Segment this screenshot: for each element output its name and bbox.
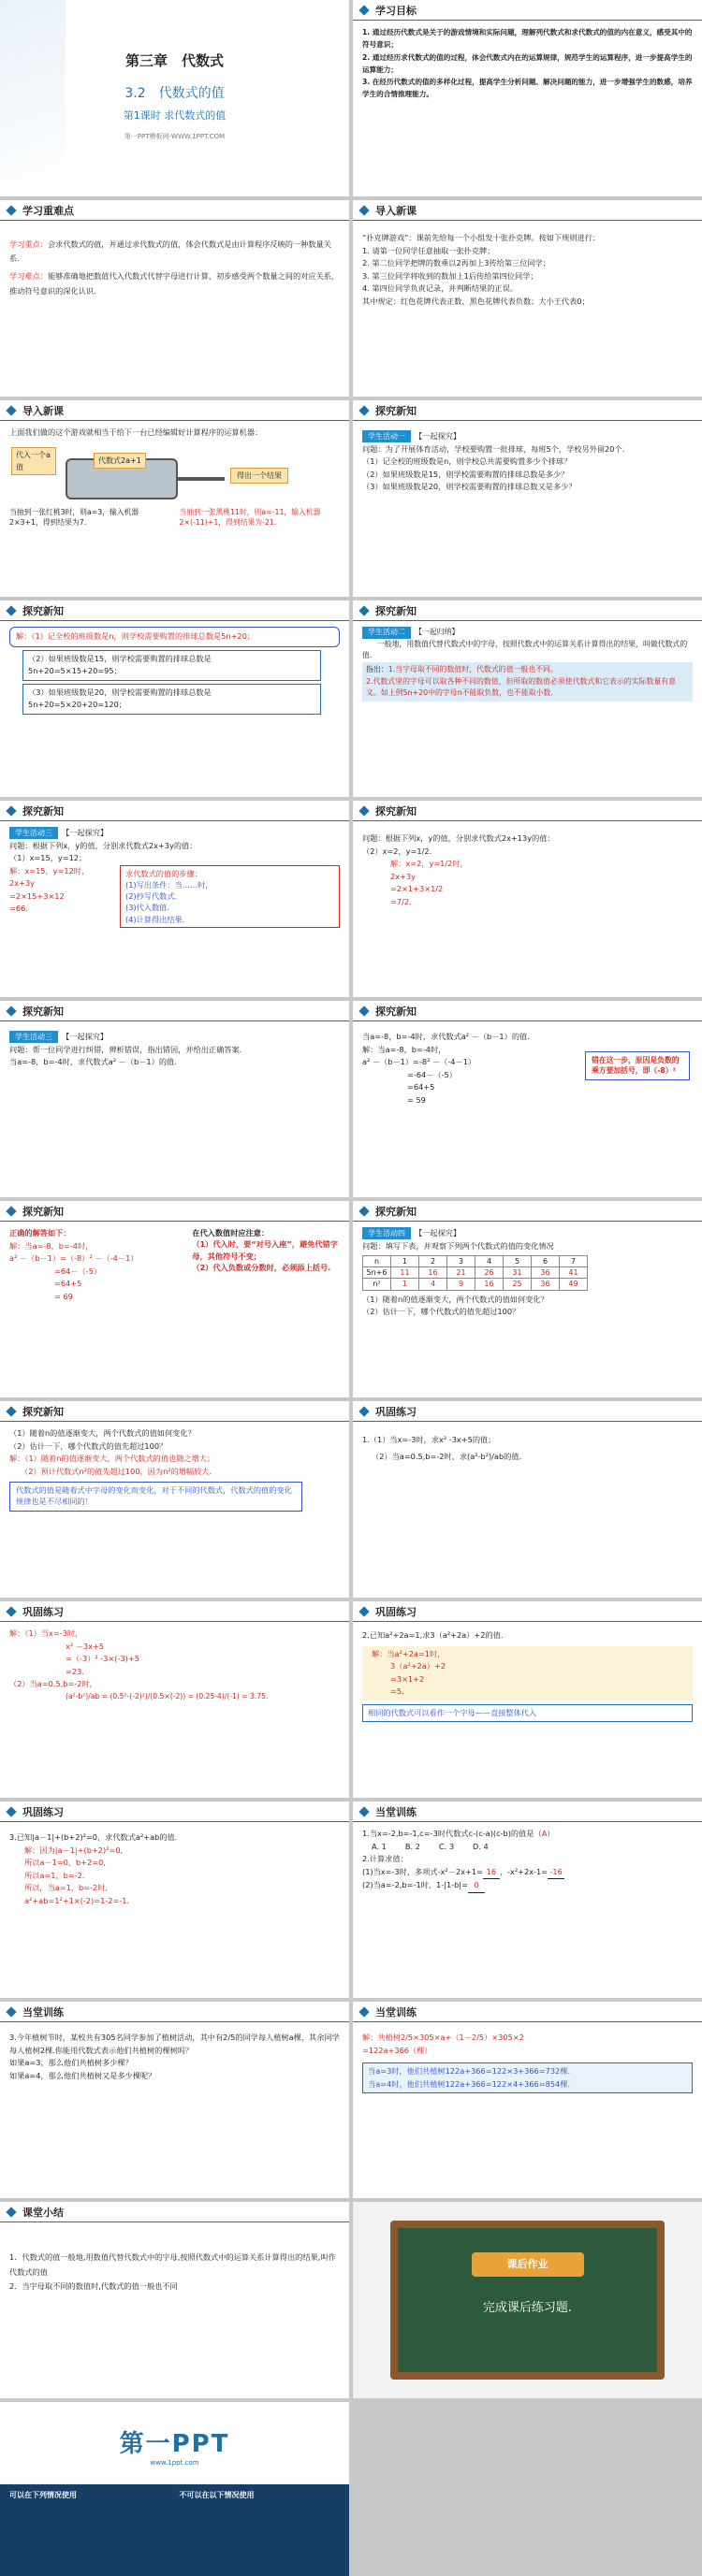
machine-label: 代数式2a+1 xyxy=(94,453,146,469)
table-row: n² 1 4 9 16 25 36 49 xyxy=(363,1279,588,1290)
diamond-icon xyxy=(6,1006,16,1016)
diamond-icon xyxy=(358,1606,369,1616)
slide-header: 当堂训练 xyxy=(0,2002,349,2022)
intro-line: 3. 第三位同学将收到的数加上1后传给第四位同学； xyxy=(362,270,538,281)
ad-footer: 可以在下列情况使用 不可以在以下情况使用 xyxy=(0,2484,349,2576)
slide-practice1: 巩固练习 1.（1）当x=-3时，求x² -3x+5的值； （2）当a=0.5,b=-2时，求(a²-b²)/ab的值. xyxy=(353,1401,702,1598)
slide-example3-wrong: 探究新知 当a=-8，b=-4时，求代数式a² －（b－1）的值. 解：当a=-8，b=-4时， a² －（b－1）=-8² －（-4－1） =-64－（-5） =64+5 = 59 错在这一步，原因是负数的乘方要加括号，即（-8）² xyxy=(353,1001,702,1197)
tip-box: 在代入数值时应注意： （1）代入时，要“对号入座”，避免代错字母，其他符号不变； （2）代入负数或分数时，必须添上括号. xyxy=(192,1228,338,1272)
slide-header: 探究新知 xyxy=(353,801,702,821)
slide-example3: 探究新知 学生活动三 【一起探究】 问题：帮一位同学进行纠错，辨析错误，指出错因，并给出正确答案. 当a=-8，b=-4时，求代数式a² －（b－1）的值. xyxy=(0,1001,349,1197)
diamond-icon xyxy=(358,2006,369,2017)
diamond-icon xyxy=(6,405,16,415)
slide-keypoints xyxy=(0,200,349,397)
slide-example4: 探究新知 学生活动四 【一起探究】 问题：填写下表，并观察下列两个代数式的值的变化情况 n 1 2 3 4 5 6 7 5n+6 11 16 21 26 31 36 41 n² 1 4 9 16 25 36 49 （1）随着n的值逐渐变大，两个代数式的值如何变化？ （2）估计一下，哪个代数式的值先超过100？ xyxy=(353,1201,702,1397)
value-table xyxy=(362,1255,588,1291)
machine-diagram xyxy=(9,441,340,507)
hard-text: 能够准确地把数值代入代数式代替字母进行计算，初步感受两个数量之间的对应关系，推动符号意识的深化认识. xyxy=(9,271,340,296)
slide-header: 探究新知 xyxy=(353,1001,702,1021)
section-title: 3.2 代数式的值 xyxy=(124,86,225,101)
diamond-icon xyxy=(358,1806,369,1816)
title-footer: 第一PPT模板网-WWW.1PPT.COM xyxy=(124,133,226,140)
goal-item: 3. 在经历代数式的值的多样化过程，提高学生分析问题、解决问题的能力，进一步增强学生的数感，培养学生的合情推理能力。 xyxy=(362,78,693,99)
slide-example2: 探究新知 问题：根据下列x，y的值，分别求代数式2x+13y的值： （2）x=2，y=1/2. 解：x=2，y=1/2时， 2x+3y =2×1+3×1/2 =7/2. xyxy=(353,801,702,997)
homework-badge: 课后作业 xyxy=(472,2252,584,2277)
intro-line: “扑克牌游戏”：课前先给每一个小组发十张扑克牌。按如下规则进行： xyxy=(362,233,601,242)
diamond-icon xyxy=(358,1006,369,1016)
slide-explore1: 探究新知 学生活动一 【一起探究】 问题：为了开展体育活动，学校要购置一批排球，每班5个，学校另外留20个. （1）记全校的班级数是n，则学校总共需要购置多少个排球？ （2）如果班级数是15，则学校需要购置的排球总数是多少？ （3）如果班级数是20，则学校需要购置的排球总数又是多少？ xyxy=(353,400,702,597)
slide-header: 探究新知 xyxy=(0,1401,349,1422)
slide-intro xyxy=(353,200,702,397)
slide-header: 探究新知 xyxy=(353,400,702,421)
activity-tag: 学生活动一 xyxy=(362,430,411,442)
diamond-icon xyxy=(6,1806,16,1816)
slide-example3-correct: 探究新知 正确的解答如下： 解：当a=-8，b=-4时， a² －（b－1）=（-8）² －（-4－1） =64－（-5） =64+5 = 69 在代入数值时应注意： （1）代入时，要“对号入座”，避免代错字母，其他符号不变； （2）代入负数或分数时，必须添上括号. xyxy=(0,1201,349,1397)
slide-header: 当堂训练 xyxy=(353,1802,702,1822)
slide-example1: 探究新知 学生活动三 【一起探究】 问题：根据下列x，y的值，分别求代数式2x+3y的值： （1）x=15，y=12； 解：x=15，y=12时， 2x+3y =2×15+3×12 =66. 求代数式的值的步骤： (1)写出条件：当……时， (2)抄写代数式. (3)代入数值. (4)计算得出结果. xyxy=(0,801,349,997)
slide-example4-answer: 探究新知 （1）随着n的值逐渐变大，两个代数式的值如何变化？ （2）估计一下，哪个代数式的值先超过100？ 解：（1）随着n的值逐渐变大，两个代数式的值也随之增大； （2）预计代数式n²的值先超过100，因为n²的增幅较大. 代数式的值是随着式中字母的变化而变化，对于不同的代数式，代数式的值的变化规律也是不尽相同的！ xyxy=(0,1401,349,1598)
slide-quiz1: 当堂训练 1.当x=-2,b=-1,c=-3时代数式c-(c-a)(c-b)的值是（A） A. 1 B. 2 C. 3 D. 4 2.计算求值： (1)当x=-3时，多项式-x²－2x+1= 16 ，-x²+2x-1= -16 (2)当a=-2,b=-1时，1-|1-b|= 0 xyxy=(353,1802,702,1998)
tip-box: 相同的代数式可以看作一个字母——直接整体代入 xyxy=(362,1704,693,1723)
hard-label: 学习难点： xyxy=(9,271,48,282)
slide-explore2: 探究新知 学生活动二 【一起归纳】 一般地，用数值代替代数式中的字母，按照代数式中的运算关系计算得出的结果，叫做代数式的值. 指出：1.当字母取不同的数值时，代数式的值一般也不同。 2.代数式里的字母可以取各种不同的数值，但所取的数值必须使代数式和它表示的实际数量有意义。如上例5n+20中的字母n不能取负数，也不能取小数. xyxy=(353,601,702,797)
diamond-icon xyxy=(6,605,16,615)
input-label: 代入一个a值 xyxy=(11,447,56,475)
goal-item: 1. 通过经历代数式是关于的游戏情境和实际问题，理解列代数式和求代数式的值的内在意义，感受其中的符号意识； xyxy=(362,28,693,50)
table-row: n 1 2 3 4 5 6 7 xyxy=(363,1256,588,1267)
slide-header: 探究新知 xyxy=(353,1201,702,1222)
steps-box: 求代数式的值的步骤： (1)写出条件：当……时， (2)抄写代数式. (3)代入数值. (4)计算得出结果. xyxy=(120,865,340,928)
activity-tag: 学生活动三 xyxy=(9,827,58,839)
problem-line: （3）如果班级数是20，则学校需要购置的排球总数又是多少？ xyxy=(362,482,577,492)
slide-header: 探究新知 xyxy=(0,1201,349,1222)
diamond-icon xyxy=(6,1606,16,1616)
problem-line: 问题：为了开展体育活动，学校要购置一批排球，每班5个，学校另外留20个. xyxy=(362,443,625,454)
slide-goals xyxy=(353,0,702,196)
intro-line: 其中规定：红色花牌代表正数，黑色花牌代表负数；大小王代表0； xyxy=(362,296,590,306)
output-label: 得出一个结果 xyxy=(230,468,288,484)
diamond-icon xyxy=(6,805,16,816)
slide-practice3: 巩固练习 3.已知|a－1|+(b+2)²=0，求代数式a²+ab的值. 解：因为|a－1|+(b+2)²=0, 所以a－1=0，b+2=0, 所以a=1，b=-2. 所以，当a=1，b=-2时, a²+ab=1²+1×(-2)=1-2=-1. xyxy=(0,1802,349,1998)
table-row: 5n+6 11 16 21 26 31 36 41 xyxy=(363,1267,588,1279)
definition-text: 一般地，用数值代替代数式中的字母，按照代数式中的运算关系计算得出的结果，叫做代数式的值. xyxy=(362,639,688,660)
machine-pipe xyxy=(178,477,225,481)
slide-practice1-answer: 巩固练习 解：（1）当x=-3时， x² －3x+5 =（-3）² -3×(-3)+5 =23. （2）当a=0.5,b=-2时， (a²-b²)/ab = (0.5²-(-2)²)/(0.5×(-2)) = (0.25-4)/(-1) = 3.75. xyxy=(0,1601,349,1798)
diamond-icon xyxy=(358,5,369,15)
right-case: 当抽到一张黑桃11时，则a=-11，输入机器2×(-11)+1，得到结果为-21. xyxy=(179,507,321,528)
diamond-icon xyxy=(6,1206,16,1216)
goal-item: 2. 通过经历求代数式的值的过程，体会代数式内在的运算规律，规范学生的运算程序，进一步提高学生的运算能力； xyxy=(362,52,693,74)
empty-cell xyxy=(353,2402,702,2576)
answer-box: 解：（1）记全校的班级数是n，则学校需要购置的排球总数是5n+20； xyxy=(9,627,340,647)
intro-line: 4. 第四位同学负责记录，并判断结果的正误。 xyxy=(362,283,518,294)
key-label: 学习重点： xyxy=(9,239,48,249)
slide-header: 探究新知 xyxy=(0,801,349,821)
slide-practice2: 巩固练习 2.已知a²+2a=1,求3（a²+2a）+2的值. 解：当a²+2a=1时， 3（a²+2a）+2 =3×1+2 =5. 相同的代数式可以看作一个字母——直接整体代入 xyxy=(353,1601,702,1798)
slide-header: 探究新知 xyxy=(0,1001,349,1021)
diamond-icon xyxy=(358,1406,369,1416)
slide-quiz2-answer: 当堂训练 解：共植树2/5×305×a+（1－2/5）×305×2 =122a+366（棵） 当a=3时，他们共植树122a+366=122×3+366=732棵. 当a=4时，他们共植树122a+366=122×4+366=854棵. xyxy=(353,2002,702,2198)
ad-url: www.1ppt.com xyxy=(150,2459,199,2467)
key-text: 会求代数式的值，并通过求代数式的值，体会代数式是由计算程序反映的一种数量关系. xyxy=(9,239,331,264)
ad-logo: 第一PPT xyxy=(119,2430,230,2458)
slide-homework xyxy=(353,2202,702,2398)
activity-tag: 学生活动三 xyxy=(9,1031,58,1043)
lesson-title: 第1课时 求代数式的值 xyxy=(123,109,227,122)
intro-line: 2. 第二位同学把牌的数乘以2再加上3传给第三位同学； xyxy=(362,258,550,268)
slide-header: 课堂小结 xyxy=(0,2202,349,2222)
slide-explore1-answer: 探究新知 解：（1）记全校的班级数是n，则学校需要购置的排球总数是5n+20； （2）如果班级数是15，则学校需要购置的排球总数是 5n+20=5×15+20=95； （3）如果班级数是20，则学校需要购置的排球总数是 5n+20=5×20+20=120； xyxy=(0,601,349,797)
diamond-icon xyxy=(6,205,16,215)
chapter-title: 第三章 代数式 xyxy=(124,52,224,69)
slide-title xyxy=(0,0,349,196)
slide-header: 巩固练习 xyxy=(0,1802,349,1822)
diamond-icon xyxy=(6,1406,16,1416)
slide-intro-machine xyxy=(0,400,349,597)
slide-header: 探究新知 xyxy=(353,601,702,621)
slide-header: 探究新知 xyxy=(0,601,349,621)
activity-tag: 学生活动二 xyxy=(362,627,411,639)
diamond-icon xyxy=(358,205,369,215)
chalkboard xyxy=(390,2221,665,2380)
slide-header: 导入新课 xyxy=(0,400,349,421)
slide-quiz2: 当堂训练 3.今年植树节时，某校共有305名同学参加了植树活动，其中有2/5的同学每人植树a棵，其余同学每人植树2棵.你能用代数式表示他们共植树的棵树吗？ 如果a=3，那么他们共植树多少棵？ 如果a=4，那么他们共植树又是多少棵呢？ xyxy=(0,2002,349,2198)
diamond-icon xyxy=(6,2006,16,2017)
diamond-icon xyxy=(358,405,369,415)
diamond-icon xyxy=(358,805,369,816)
activity-tag: 学生活动四 xyxy=(362,1227,411,1239)
slide-summary: 课堂小结 1．代数式的值一般地,用数值代替代数式中的字母,按照代数式中的运算关系计算得出的结果,叫作代数式的值 2．当字母取不同的数值时,代数式的值一般也不同 xyxy=(0,2202,349,2398)
note-box: 代数式的值是随着式中字母的变化而变化，对于不同的代数式，代数式的值的变化规律也是不尽相同的！ xyxy=(9,1482,302,1512)
slide-header: 巩固练习 xyxy=(353,1401,702,1422)
slide-ad xyxy=(0,2402,349,2576)
diamond-icon xyxy=(6,2207,16,2217)
error-callout: 错在这一步，原因是负数的乘方要加括号，即（-8）² xyxy=(585,1051,690,1080)
diamond-icon xyxy=(358,605,369,615)
slide-header: 巩固练习 xyxy=(0,1601,349,1622)
intro-text: 上面我们做的这个游戏就相当于给下一台已经编辑好计算程序的运算机器： xyxy=(9,427,263,437)
slide-header: 学习目标 xyxy=(353,0,702,21)
left-case: 当抽到一张红桃3时，则a=3，输入机器2×3+1，得到结果为7. xyxy=(9,507,139,528)
homework-task: 完成课后练习题. xyxy=(482,2301,573,2315)
slide-header: 学习重难点 xyxy=(0,200,349,221)
slide-header: 导入新课 xyxy=(353,200,702,221)
diamond-icon xyxy=(358,1206,369,1216)
problem-line: （2）如果班级数是15，则学校需要购置的排球总数是多少？ xyxy=(362,469,569,479)
problem-line: （1）记全校的班级数是n，则学校总共需要购置多少个排球？ xyxy=(362,456,572,467)
slide-header: 当堂训练 xyxy=(353,2002,702,2022)
intro-line: 1. 请第一位同学任意抽取一张扑克牌； xyxy=(362,245,495,255)
slide-header: 巩固练习 xyxy=(353,1601,702,1622)
